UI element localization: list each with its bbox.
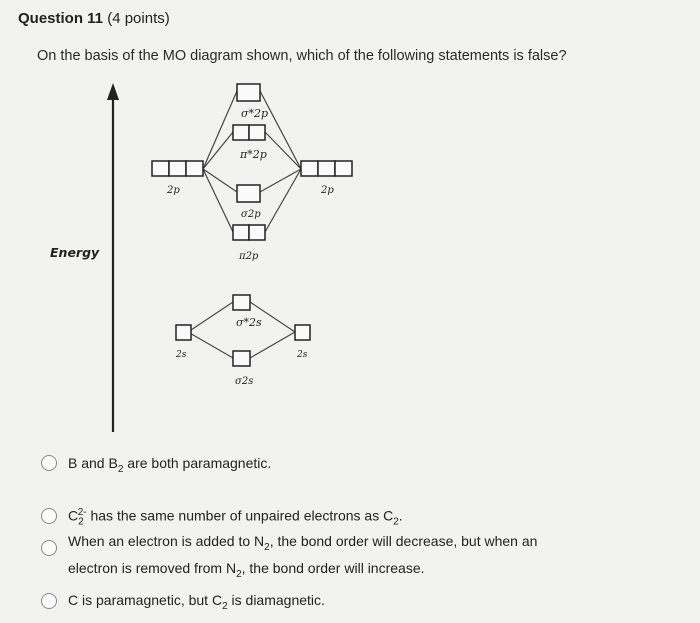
pi-2p-label: π2p <box>239 251 259 262</box>
option-4-pre: C is paramagnetic, but C <box>68 592 223 608</box>
right-2s-box <box>295 325 310 340</box>
sigma-2s-label: σ2s <box>235 376 254 387</box>
sigma-2p-star-box <box>237 84 260 101</box>
option-2-radio[interactable] <box>41 508 57 524</box>
right-2p-boxes <box>301 161 352 176</box>
option-3-line1 <box>68 531 537 558</box>
option-2-post: . <box>398 507 403 524</box>
sigma-2p-star-label: σ*2p <box>241 107 269 120</box>
sigma-2s-box <box>233 351 250 366</box>
sigma-2s-star-box <box>233 295 250 310</box>
option-1-post: are both paramagnetic. <box>123 455 272 471</box>
right-2p-label: 2p <box>321 185 334 196</box>
sigma-2s-star-label: σ*2s <box>236 316 262 329</box>
option-4-post: is diamagnetic. <box>227 592 325 608</box>
energy-axis-label: Energy <box>50 245 100 260</box>
option-3-l1-pre: When an electron is added to N <box>68 533 265 549</box>
sigma-2p-label: σ2p <box>241 209 261 220</box>
option-2-mid: has the same number of unpaired electrons as C <box>86 507 394 524</box>
option-2-sub: 2 <box>78 516 84 528</box>
option-3-l2-pre: electron is removed from N <box>68 559 237 576</box>
option-1-sub: 2 <box>117 463 124 475</box>
left-2s-box <box>176 325 191 340</box>
energy-axis-arrow <box>107 83 119 100</box>
right-2s-label: 2s <box>297 350 308 360</box>
option-4-sub: 2 <box>222 600 228 612</box>
pi-2p-boxes <box>233 225 265 240</box>
option-2-text[interactable] <box>68 503 403 532</box>
left-2p-boxes <box>152 161 203 176</box>
option-3-l2-post: , the bond order will increase. <box>241 559 425 576</box>
sigma-2p-box <box>237 185 260 202</box>
option-3-l1-post: , the bond order will decrease, but when an <box>269 533 538 549</box>
question-number: Question 11 <box>18 10 104 27</box>
left-2s-label: 2s <box>176 350 187 360</box>
option-3-l2-sub: 2 <box>236 568 242 580</box>
left-2p-label: 2p <box>167 185 180 196</box>
question-text: On the basis of the MO diagram shown, which of the following statements is false? <box>37 48 567 64</box>
option-1-radio[interactable] <box>41 455 57 471</box>
option-3-text[interactable] <box>68 531 537 585</box>
option-1-text[interactable] <box>68 453 271 480</box>
option-4-text[interactable] <box>68 590 325 617</box>
option-4-radio[interactable] <box>41 593 57 609</box>
pi-2p-star-boxes <box>233 125 265 140</box>
option-3-line2 <box>68 558 537 585</box>
option-2-pre: C <box>68 507 79 524</box>
question-points: (4 points) <box>107 10 170 27</box>
pi-2p-star-label: π*2p <box>240 148 267 161</box>
option-3-l1-sub: 2 <box>264 541 270 553</box>
option-2-sub2: 2 <box>393 516 399 528</box>
option-2-sup: 2- <box>77 507 87 518</box>
option-3-radio[interactable] <box>41 540 57 556</box>
option-1-pre: B and B <box>68 455 118 471</box>
